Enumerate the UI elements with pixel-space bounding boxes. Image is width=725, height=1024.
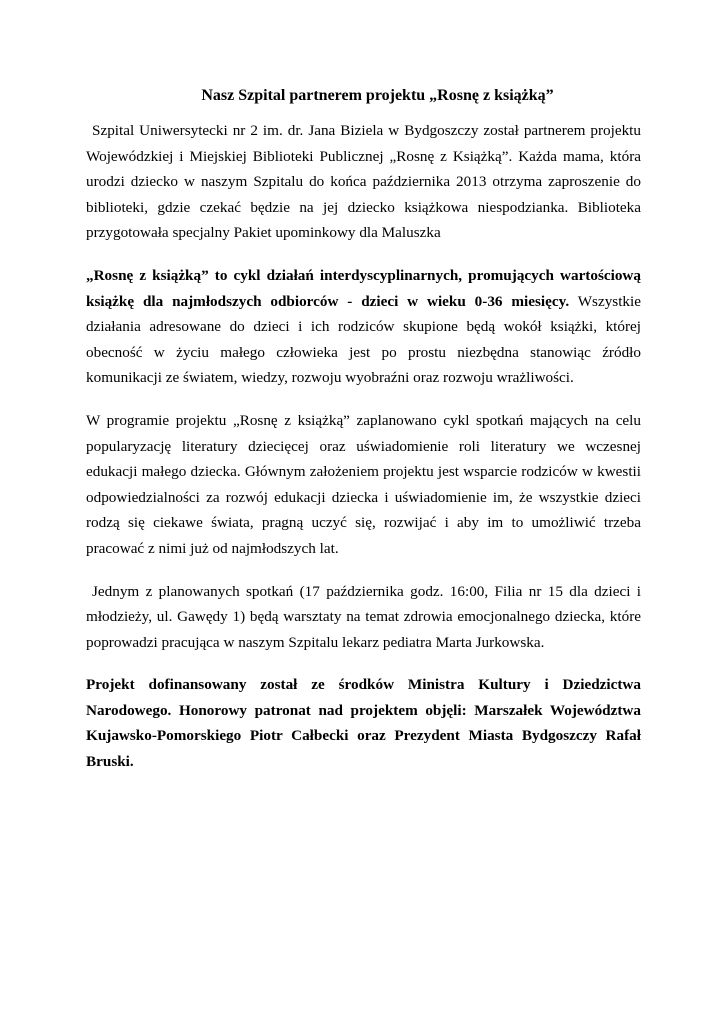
paragraph-program-goals-text: W programie projektu „Rosnę z książką” zaplanowano cykl spotkań mających na celu popularyzację literatury dziecięcej oraz uświadomienie roli literatury we wczesnej edukacji małego dziecka. Głównym założeniem projektu jest wsparcie rodziców w kwestii odpowiedzialności za rozwój edukacji dziecka i uświadomienie im, że wszystkie dzieci rodzą się ciekawe świata, pragną uczyć się, rozwijać i aby im to umożliwić trzeba pracować z nimi już od najmłodszych lat. xyxy=(86,411,641,557)
paragraph-program-description xyxy=(86,263,641,391)
paragraph-funding-text: Projekt dofinansowany został ze środków Ministra Kultury i Dziedzictwa Narodowego. Honorowy patronat nad projektem objęli: Marszałek Województwa Kujawsko-Pomorskiego Piotr Całbecki oraz Prezydent Miasta Bydgoszczy Rafał Bruski. xyxy=(86,676,641,771)
paragraph-partnership xyxy=(86,118,641,246)
paragraph-partnership-text: Szpital Uniwersytecki nr 2 im. dr. Jana Biziela w Bydgoszczy został partnerem projektu Wojewódzkiej i Miejskiej Biblioteki Publicznej „Rosnę z Książką”. Każda mama, która urodzi dziecko w naszym Szpitalu do końca października 2013 otrzyma zaproszenie do biblioteki, gdzie czekać będzie na jej dziecko książkowa niespodzianka. Biblioteka przygotowała specjalny Pakiet upominkowy dla Maluszka xyxy=(86,122,641,242)
paragraph-program-text: Wszystkie działania adresowane do dzieci i ich rodziców skupione będą wokół książki, której obecność w życiu małego człowieka jest po prostu niezbędna stanowiąc źródło komunikacji ze światem, wiedzy, rozwoju wyobraźni oraz rozwoju wrażliwości. xyxy=(86,292,641,387)
paragraph-funding xyxy=(86,672,641,774)
document-page xyxy=(86,84,641,792)
document-title: Nasz Szpital partnerem projektu „Rosnę z książką” xyxy=(201,87,554,104)
paragraph-program-lead: „Rosnę z książką” to cykl działań interdyscyplinarnych, promujących wartościową książkę dla najmłodszych odbiorców - dzieci w wieku 0-36 miesięcy. xyxy=(86,266,641,310)
paragraph-workshop xyxy=(86,579,641,656)
paragraph-workshop-text: Jednym z planowanych spotkań (17 października godz. 16:00, Filia nr 15 dla dzieci i młodzieży, ul. Gawędy 1) będą warsztaty na temat zdrowia emocjonalnego dziecka, które poprowadzi pracująca w naszym Szpitalu lekarz pediatra Marta Jurkowska. xyxy=(86,582,641,651)
paragraph-program-goals xyxy=(86,408,641,562)
